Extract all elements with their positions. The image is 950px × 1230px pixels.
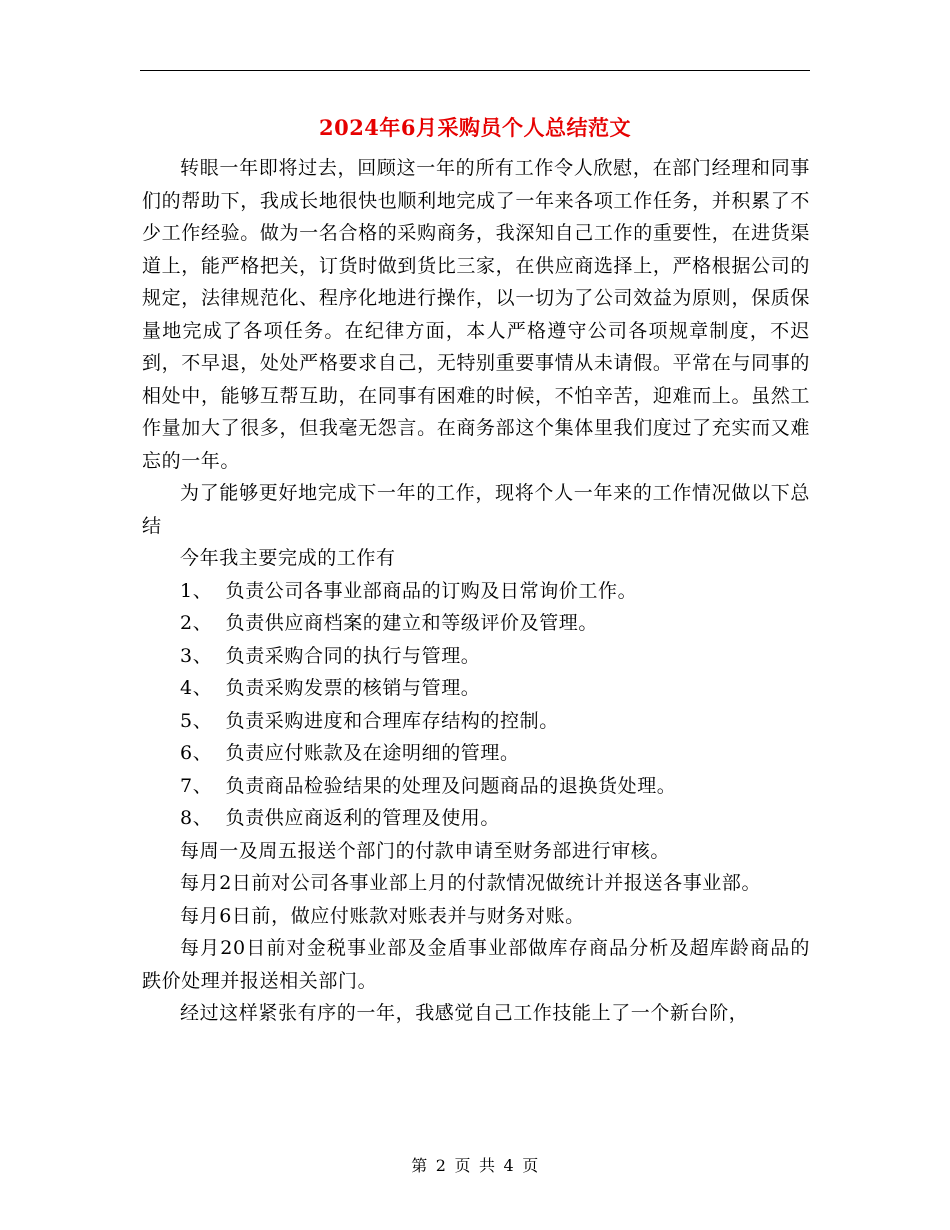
- footer-word: 页: [522, 1156, 539, 1175]
- header-rule: [140, 70, 810, 71]
- list-text: 负责采购合同的执行与管理。: [225, 644, 481, 667]
- list-item: [142, 672, 810, 705]
- list-item: [142, 705, 810, 738]
- list-text: 负责商品检验结果的处理及问题商品的退换货处理。: [225, 774, 677, 797]
- document-title: 2024年6月采购员个人总结范文: [318, 115, 632, 140]
- list-item: [142, 640, 810, 673]
- paragraph: 每周一及周五报送个部门的付款申请至财务部进行审核。: [180, 839, 671, 862]
- list-item: [142, 737, 810, 770]
- list-item: [142, 770, 810, 803]
- paragraph: 每月6日前，做应付账款对账表并与财务对账。: [180, 904, 585, 927]
- list-text: 负责供应商档案的建立和等级评价及管理。: [225, 612, 598, 634]
- list-text: 负责供应商返利的管理及使用。: [225, 807, 500, 829]
- list-number: 3、: [180, 644, 213, 667]
- list-item: [142, 802, 810, 835]
- list-text: 负责采购发票的核销与管理。: [225, 677, 481, 699]
- document-body: [142, 152, 810, 1030]
- list-number: 7、: [180, 774, 213, 797]
- paragraph: 转眼一年即将过去，回顾这一年的所有工作令人欣慰，在部门经理和同事们的帮助下，我成长地很快也顺利地完成了一年来各项工作任务，并积累了不少工作经验。做为一名合格的采购商务，我深知自己工作的重要性，在进货渠道上，能严格把关，订货时做到货比三家，在供应商选择上，严格根据公司的规定，法律规范化、程序化地进行操作，以一切为了公司效益为原则，保质保量地完成了各项任务。在纪律方面，本人严格遵守公司各项规章制度，不迟到，不早退，处处严格要求自己，无特别重要事情从未请假。平常在与同事的相处中，能够互帮互助，在同事有困难的时候，不怕辛苦，迎难而上。虽然工作量加大了很多，但我毫无怨言。在商务部这个集体里我们度过了充实而又难忘的一年。: [142, 157, 810, 472]
- list-item: [142, 607, 810, 640]
- list-item: [142, 575, 810, 608]
- footer-page-number: 2: [435, 1156, 447, 1175]
- list-number: 2、: [180, 612, 213, 634]
- list-text: 负责公司各事业部商品的订购及日常询价工作。: [225, 579, 638, 602]
- footer-total-pages: 4: [503, 1156, 515, 1175]
- paragraph: 今年我主要完成的工作有: [180, 547, 396, 569]
- paragraph: 为了能够更好地完成下一年的工作，现将个人一年来的工作情况做以下总结: [142, 482, 810, 537]
- list-text: 负责应付账款及在途明细的管理。: [225, 742, 520, 764]
- list-number: 8、: [180, 807, 213, 829]
- footer-word: 共: [479, 1156, 496, 1175]
- paragraph: 每月2日前对公司各事业部上月的付款情况做统计并报送各事业部。: [180, 872, 762, 894]
- paragraph: 每月20日前对金税事业部及金盾事业部做库存商品分析及超库龄商品的跌价处理并报送相关部门。: [142, 937, 810, 992]
- list-number: 6、: [180, 742, 213, 764]
- page-footer: [0, 1153, 950, 1176]
- paragraph: 经过这样紧张有序的一年，我感觉自己工作技能上了一个新台阶，: [180, 1002, 749, 1024]
- list-number: 1、: [180, 579, 213, 602]
- list-number: 4、: [180, 677, 213, 699]
- footer-word: 页: [454, 1156, 471, 1175]
- footer-word: 第: [411, 1156, 428, 1175]
- list-text: 负责采购进度和合理库存结构的控制。: [225, 709, 559, 732]
- list-number: 5、: [180, 709, 213, 732]
